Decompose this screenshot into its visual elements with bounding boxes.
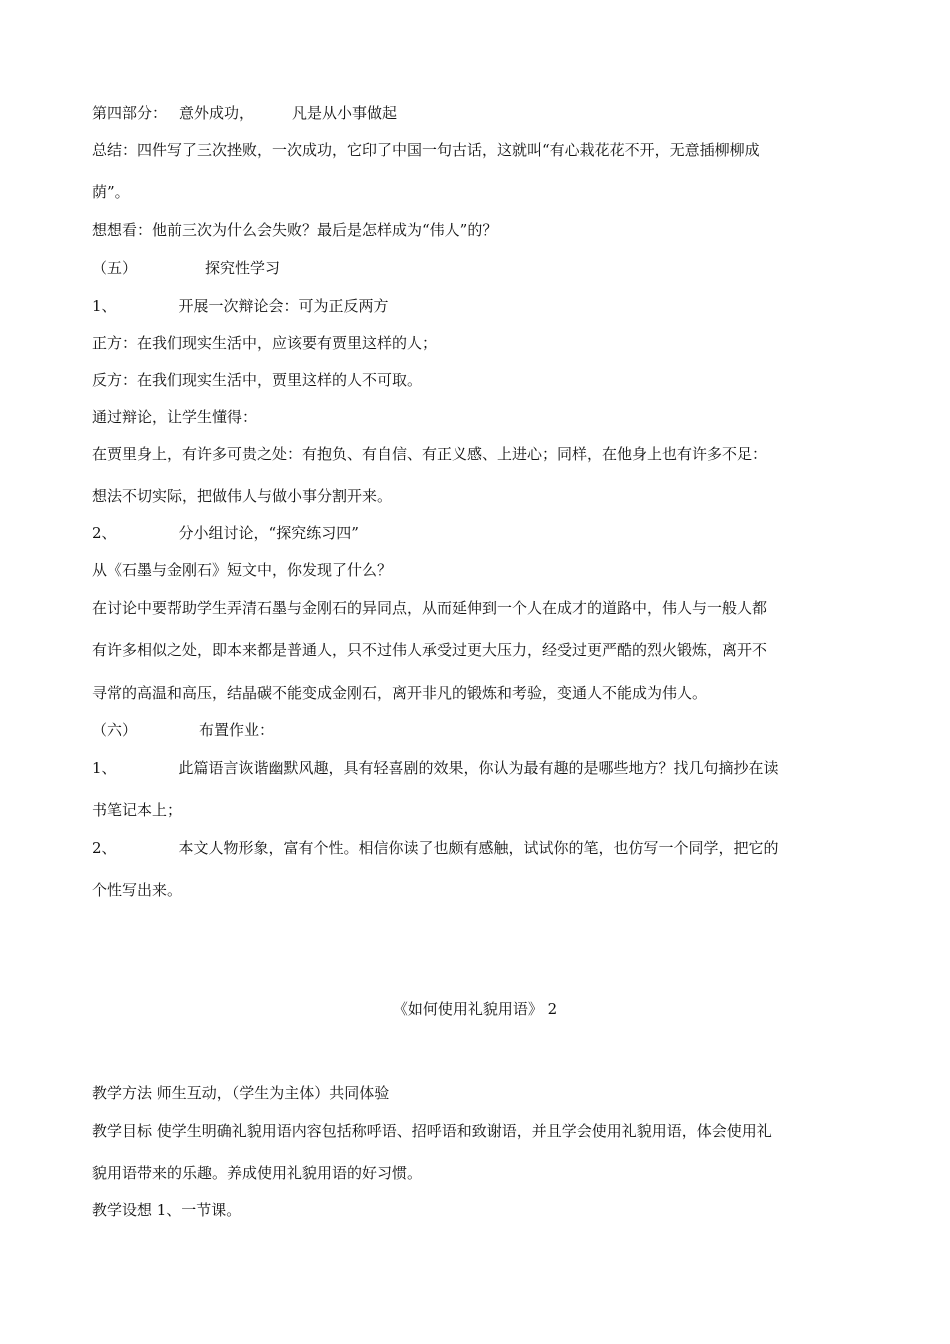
summary-line2: 荫”。 — [92, 183, 130, 201]
section6-heading — [92, 720, 274, 740]
item5-2-text: 分小组讨论，“探究练习四” — [178, 524, 359, 542]
lesson2-title: 《如何使用礼貌用语》 2 — [392, 1000, 558, 1018]
positive-side: 正方：在我们现实生活中，应该要有贾里这样的人； — [92, 334, 438, 352]
summary-line1: 总结：四件写了三次挫败，一次成功，它印了中国一句古话，这就叫“有心栽花花不开，无意插柳柳成 — [92, 141, 760, 159]
item5-1-text: 开展一次辩论会：可为正反两方 — [178, 297, 389, 315]
lesson2-idea: 教学设想 1、一节课。 — [92, 1201, 242, 1219]
item5-2-num: 2、 — [92, 524, 117, 542]
homework-1-num: 1、 — [92, 759, 117, 777]
section4-heading — [92, 103, 397, 123]
discussion-line1: 在讨论中要帮助学生弄清石墨与金刚石的异同点，从而延伸到一个人在成才的道路中，伟人与一般人都 — [92, 599, 768, 617]
section6-title: 布置作业： — [199, 721, 275, 739]
section5-title: 探究性学习 — [205, 259, 281, 277]
lesson2-goal-line1: 教学目标 使学生明确礼貌用语内容包括称呼语、招呼语和致谢语，并且学会使用礼貌用语，体会使用礼 — [92, 1122, 772, 1140]
think-question: 想想看：他前三次为什么会失败？最后是怎样成为“伟人”的？ — [92, 221, 498, 239]
homework-1-line2: 书笔记本上； — [92, 801, 183, 819]
lesson2-goal-line2: 貌用语带来的乐趣。养成使用礼貌用语的好习惯。 — [92, 1164, 423, 1182]
homework-1 — [92, 758, 779, 778]
homework-2-line2: 个性写出来。 — [92, 881, 183, 899]
section6-num: （六） — [92, 721, 138, 739]
discover-question: 从《石墨与金刚石》短文中，你发现了什么？ — [92, 561, 393, 579]
item5-1 — [92, 296, 389, 316]
discussion-line3: 寻常的高温和高压，结晶碳不能变成金刚石，离开非凡的锻炼和考验，变通人不能成为伟人。 — [92, 684, 708, 702]
homework-2 — [92, 838, 779, 858]
discussion-line2: 有许多相似之处，即本来都是普通人，只不过伟人承受过更大压力，经受过更严酷的烈火锻炼，离开不 — [92, 641, 768, 659]
through-debate: 通过辩论，让学生懂得： — [92, 408, 258, 426]
item5-1-num: 1、 — [92, 297, 117, 315]
section5-num: （五） — [92, 259, 138, 277]
jiali-line2: 想法不切实际，把做伟人与做小事分割开来。 — [92, 487, 393, 505]
section4-part2: 凡是从小事做起 — [292, 104, 398, 122]
section4-label: 第四部分： — [92, 104, 168, 122]
homework-2-num: 2、 — [92, 839, 117, 857]
section5-heading — [92, 258, 280, 278]
section4-part1: 意外成功， — [179, 104, 255, 122]
homework-2-line1: 本文人物形象，富有个性。相信你读了也颇有感触，试试你的笔，也仿写一个同学，把它的 — [178, 839, 779, 857]
jiali-line1: 在贾里身上，有许多可贵之处：有抱负、有自信、有正义感、上进心；同样，在他身上也有许多不足： — [92, 445, 768, 463]
homework-1-line1: 此篇语言诙谐幽默风趣，具有轻喜剧的效果，你认为最有趣的是哪些地方？找几句摘抄在读 — [178, 759, 779, 777]
negative-side: 反方：在我们现实生活中，贾里这样的人不可取。 — [92, 371, 423, 389]
item5-2 — [92, 523, 359, 543]
lesson2-method: 教学方法 师生互动，（学生为主体）共同体验 — [92, 1084, 390, 1102]
